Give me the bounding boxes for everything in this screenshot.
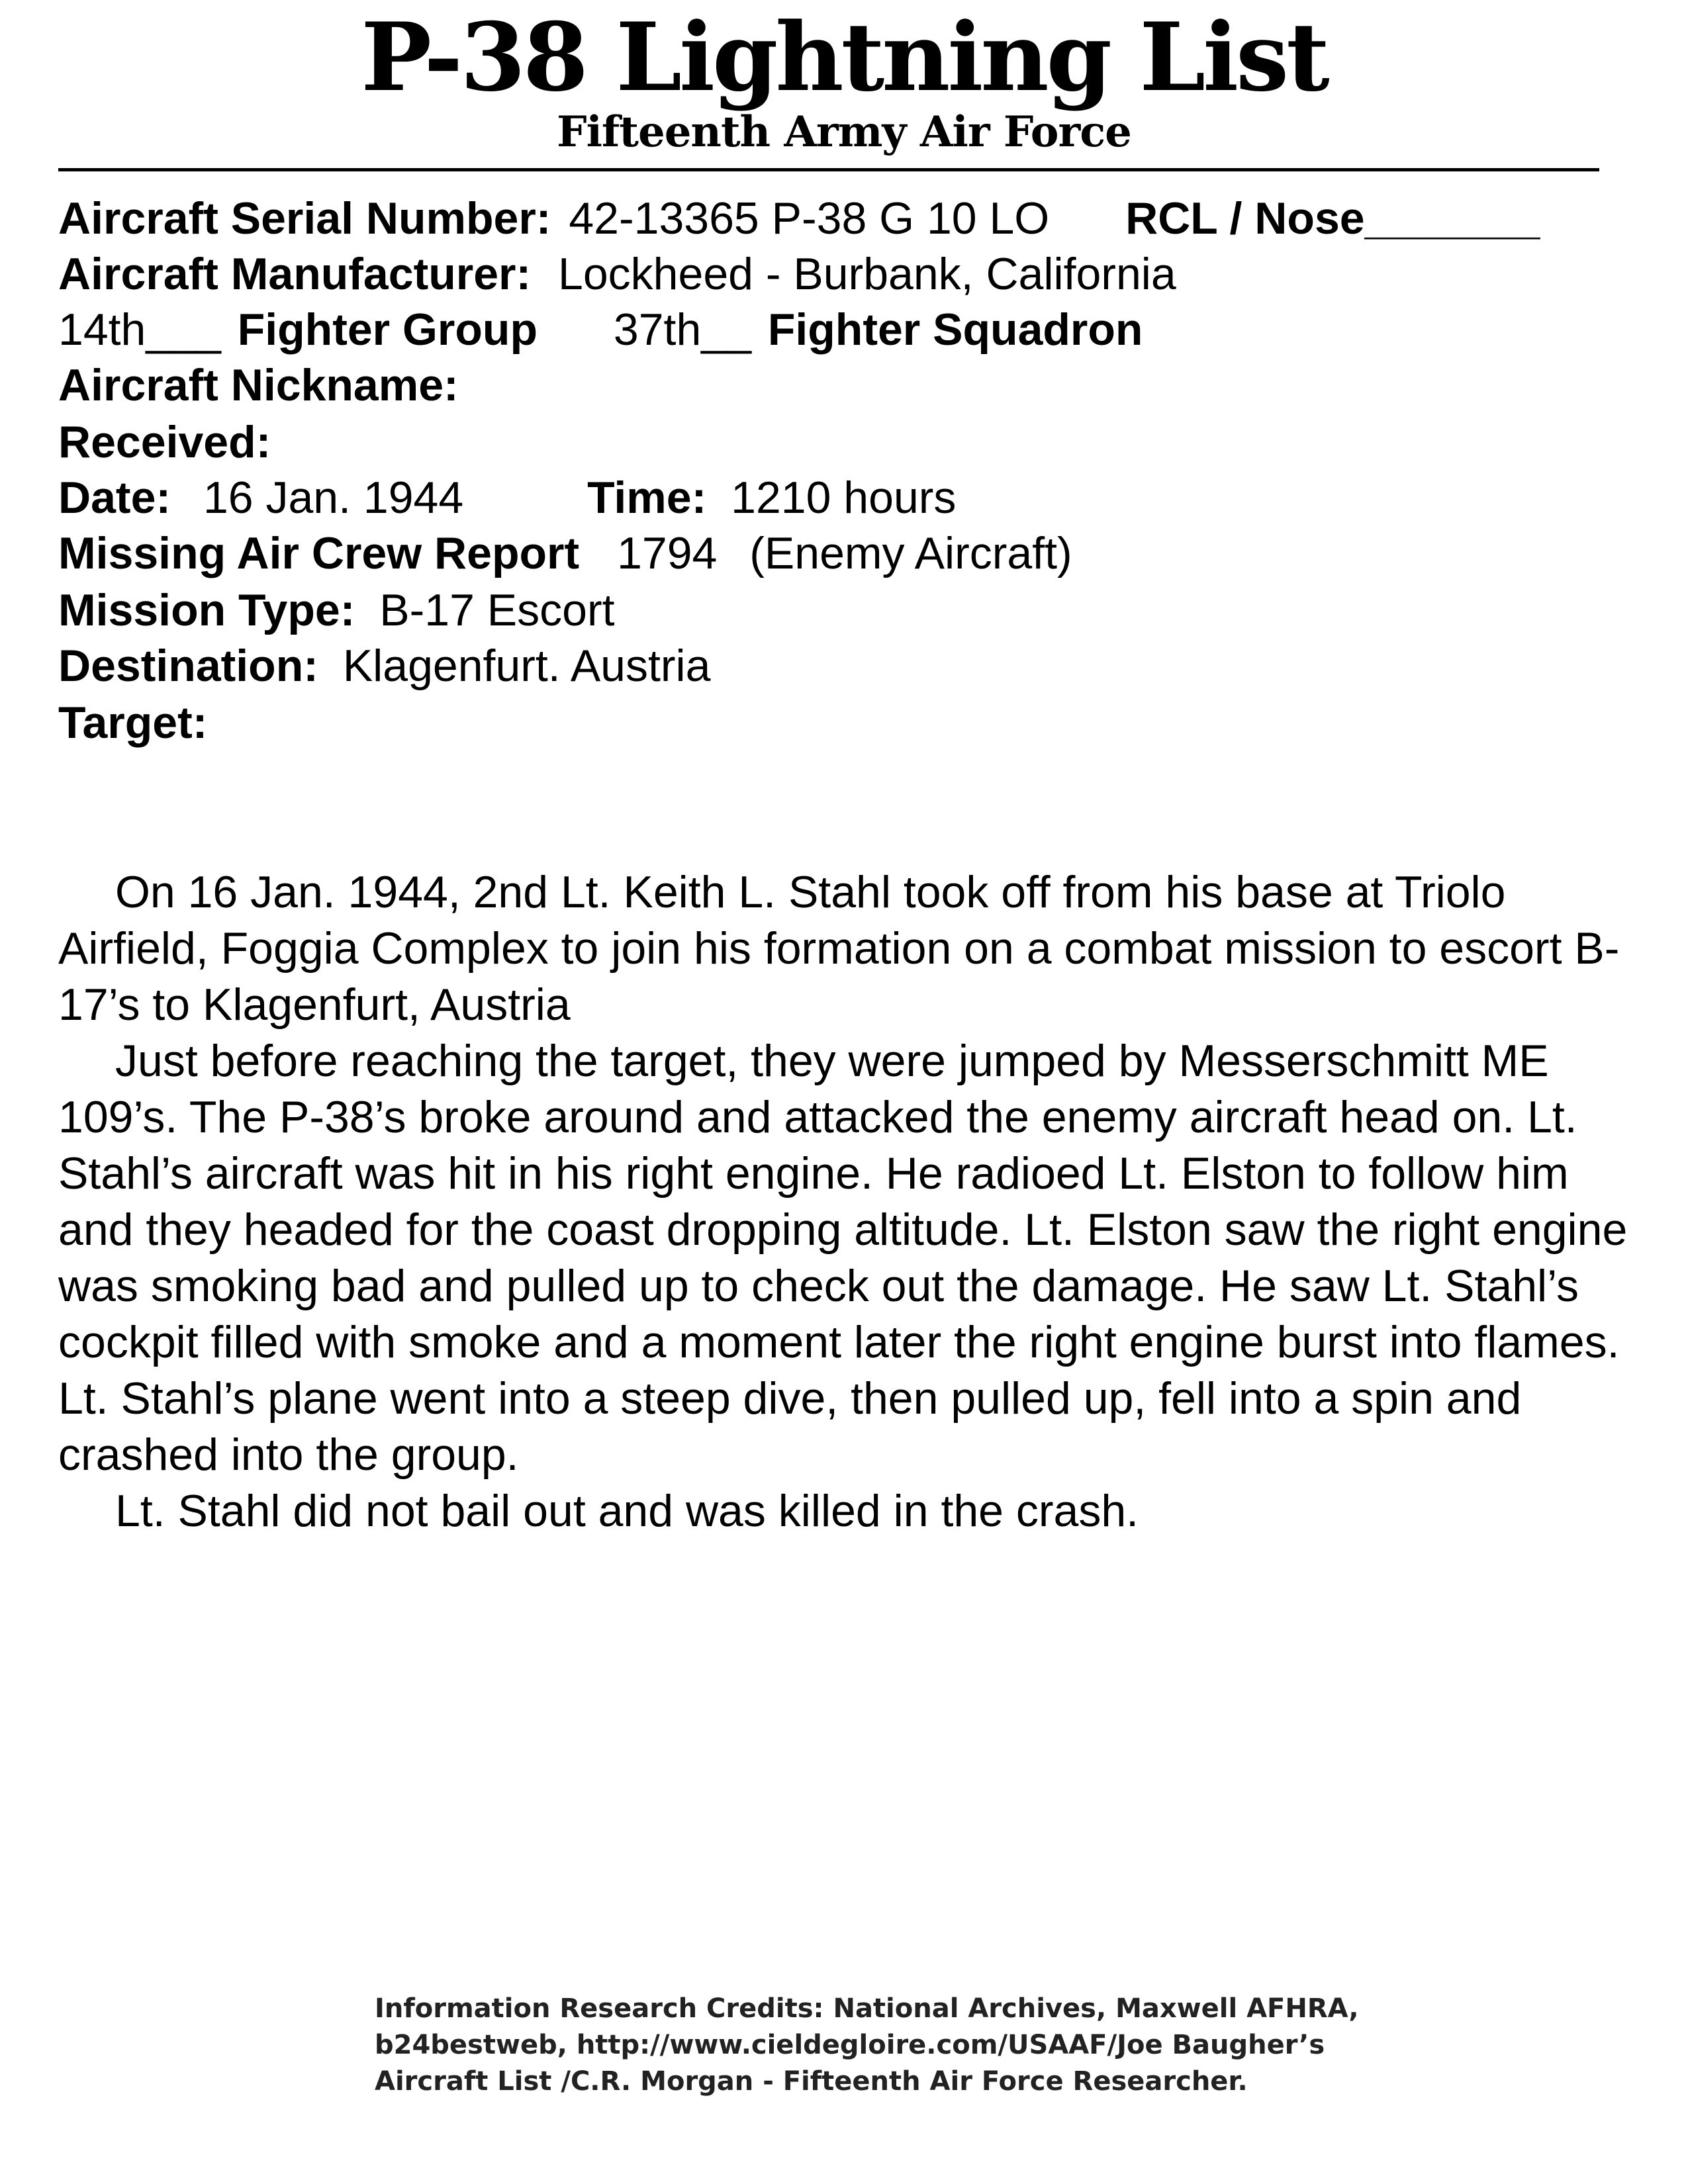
page-subtitle: Fifteenth Army Air Force xyxy=(557,107,1131,157)
date-value: 16 Jan. 1944 xyxy=(203,473,464,523)
time-value: 1210 hours xyxy=(731,473,957,523)
received-label: Received: xyxy=(58,417,271,467)
destination-value: Klagenfurt. Austria xyxy=(342,641,711,691)
received-row xyxy=(58,416,271,469)
narrative-paragraph: Lt. Stahl did not bail out and was killed in the crash. xyxy=(115,1486,1139,1536)
group-label: Fighter Group xyxy=(237,304,538,355)
nickname-row xyxy=(58,359,459,412)
serial-value: 42-13365 P-38 G 10 LO xyxy=(569,193,1050,244)
narrative-paragraph: On 16 Jan. 1944, 2nd Lt. Keith L. Stahl took off from his base at Triolo Airfield, Foggia Complex to join his formation on a combat mission to escort B-17’s to Klagenfurt, Austria xyxy=(58,867,1620,1030)
serial-row xyxy=(58,192,1540,245)
narrative-paragraph: Just before reaching the target, they were jumped by Messerschmitt ME 109’s. The P-38’s broke around and attacked the enemy aircraft head on. Lt. Stahl’s aircraft was hit in his right engine. He radioed Lt. Elston to follow him and they headed for the coast dropping altitude. Lt. Elston saw the right engine was smoking bad and pulled up to check out the damage. He saw Lt. Stahl’s cockpit filled with smoke and a moment later the right engine burst into flames. Lt. Stahl’s plane went into a steep dive, then pulled up, fell into a spin and crashed into the group. xyxy=(58,1036,1628,1480)
target-label: Target: xyxy=(58,698,208,748)
time-label: Time: xyxy=(587,473,707,523)
credits-line: Aircraft List /C.R. Morgan - Fifteenth Air Force Researcher. xyxy=(375,2066,1248,2097)
destination-row xyxy=(58,639,710,692)
serial-label: Aircraft Serial Number: xyxy=(58,193,551,244)
unit-row xyxy=(58,303,1143,356)
macr-row xyxy=(58,527,1072,580)
header-rule xyxy=(58,168,1599,171)
rcl-nose-label: RCL / Nose_______ xyxy=(1125,193,1540,244)
mission-label: Mission Type: xyxy=(58,585,355,635)
group-number: 14th___ xyxy=(58,304,221,355)
destination-label: Destination: xyxy=(58,641,318,691)
macr-label: Missing Air Crew Report xyxy=(58,528,580,578)
squadron-label: Fighter Squadron xyxy=(767,304,1143,355)
date-time-row xyxy=(58,471,956,524)
mission-value: B-17 Escort xyxy=(379,585,615,635)
mission-row xyxy=(58,584,615,637)
credits-line: Information Research Credits: National Archives, Maxwell AFHRA, xyxy=(375,1993,1359,2024)
target-row xyxy=(58,696,207,749)
page-title: P-38 Lightning List xyxy=(361,3,1327,113)
manufacturer-label: Aircraft Manufacturer: xyxy=(58,249,532,299)
date-label: Date: xyxy=(58,473,171,523)
macr-cause: (Enemy Aircraft) xyxy=(749,528,1072,578)
macr-value: 1794 xyxy=(617,528,718,578)
credits-line: b24bestweb, http://www.cieldegloire.com/USAAF/Joe Baugher’s xyxy=(375,2030,1325,2060)
manufacturer-value: Lockheed - Burbank, California xyxy=(558,249,1176,299)
nickname-label: Aircraft Nickname: xyxy=(58,360,459,410)
squadron-number: 37th__ xyxy=(613,304,751,355)
manufacturer-row xyxy=(58,248,1176,300)
research-credits xyxy=(375,1991,1500,2100)
narrative xyxy=(58,864,1647,1539)
